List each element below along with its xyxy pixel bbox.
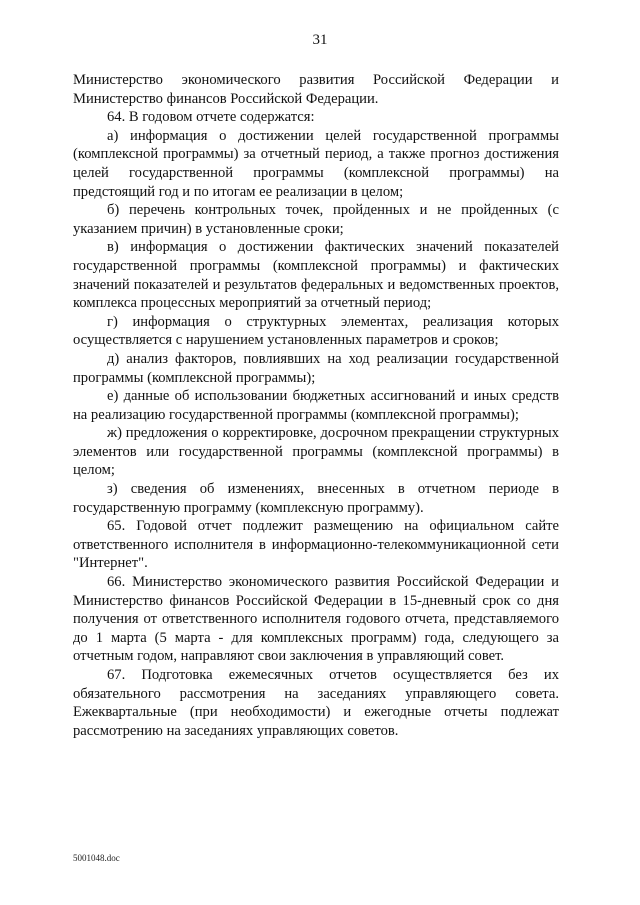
list-item-zh: ж) предложения о корректировке, досрочном прекращении структурных элементов или государственной программы (комплексной программы) в целом; bbox=[73, 425, 559, 479]
list-item-v: в) информация о достижении фактических значений показателей государственной программы (комплексной программы) и фактических значений показателей и результатов федеральных и ведомственных проектов, комплекса процессных мероприятий за отчетный период; bbox=[73, 239, 559, 312]
list-item-e: е) данные об использовании бюджетных ассигнований и иных средств на реализацию государственной программы (комплексной программы); bbox=[73, 388, 559, 423]
list-item-a: а) информация о достижении целей государственной программы (комплексной программы) за отчетный период, а также прогноз достижения целей государственной программы (комплексной программы) на предстоящий год и по итогам ее реализации в целом; bbox=[73, 127, 559, 200]
list-item-b: б) перечень контрольных точек, пройденных и не пройденных (с указанием причин) в установленные сроки; bbox=[73, 202, 559, 237]
paragraph-64: 64. В годовом отчете содержатся: bbox=[107, 109, 315, 126]
page-number: 31 bbox=[312, 32, 328, 48]
paragraph-67: 67. Подготовка ежемесячных отчетов осуществляется без их обязательного рассмотрения на заседаниях управляющего совета. Ежеквартальные (при необходимости) и ежегодные отчеты подлежат рассмотрению на заседаниях управляющих советов. bbox=[73, 667, 559, 739]
list-item-g: г) информация о структурных элементах, реализация которых осуществляется с нарушением установленных параметров и сроков; bbox=[73, 313, 559, 349]
document-body bbox=[73, 71, 559, 740]
paragraph-continuation: Министерство экономического развития Российской Федерации и Министерство финансов Российской Федерации. bbox=[73, 72, 559, 107]
document-file-id: 5001048.doc bbox=[73, 853, 120, 863]
paragraph-65: 65. Годовой отчет подлежит размещению на официальном сайте ответственного исполнителя в информационно-телекоммуникационной сети "Интернет". bbox=[73, 518, 559, 572]
paragraph-66: 66. Министерство экономического развития Российской Федерации и Министерство финансов Российской Федерации в 15-дневный срок со дня получения от ответственного исполнителя годового отчета, представляемого до 1 марта (5 марта - для комплексных программ) года, следующего за отчетным годом, направляют свои заключения в управляющий совет. bbox=[73, 574, 559, 665]
list-item-z: з) сведения об изменениях, внесенных в отчетном периоде в государственную программу (комплексную программу). bbox=[73, 481, 559, 516]
list-item-d: д) анализ факторов, повлиявших на ход реализации государственной программы (комплексной программы); bbox=[73, 350, 559, 386]
